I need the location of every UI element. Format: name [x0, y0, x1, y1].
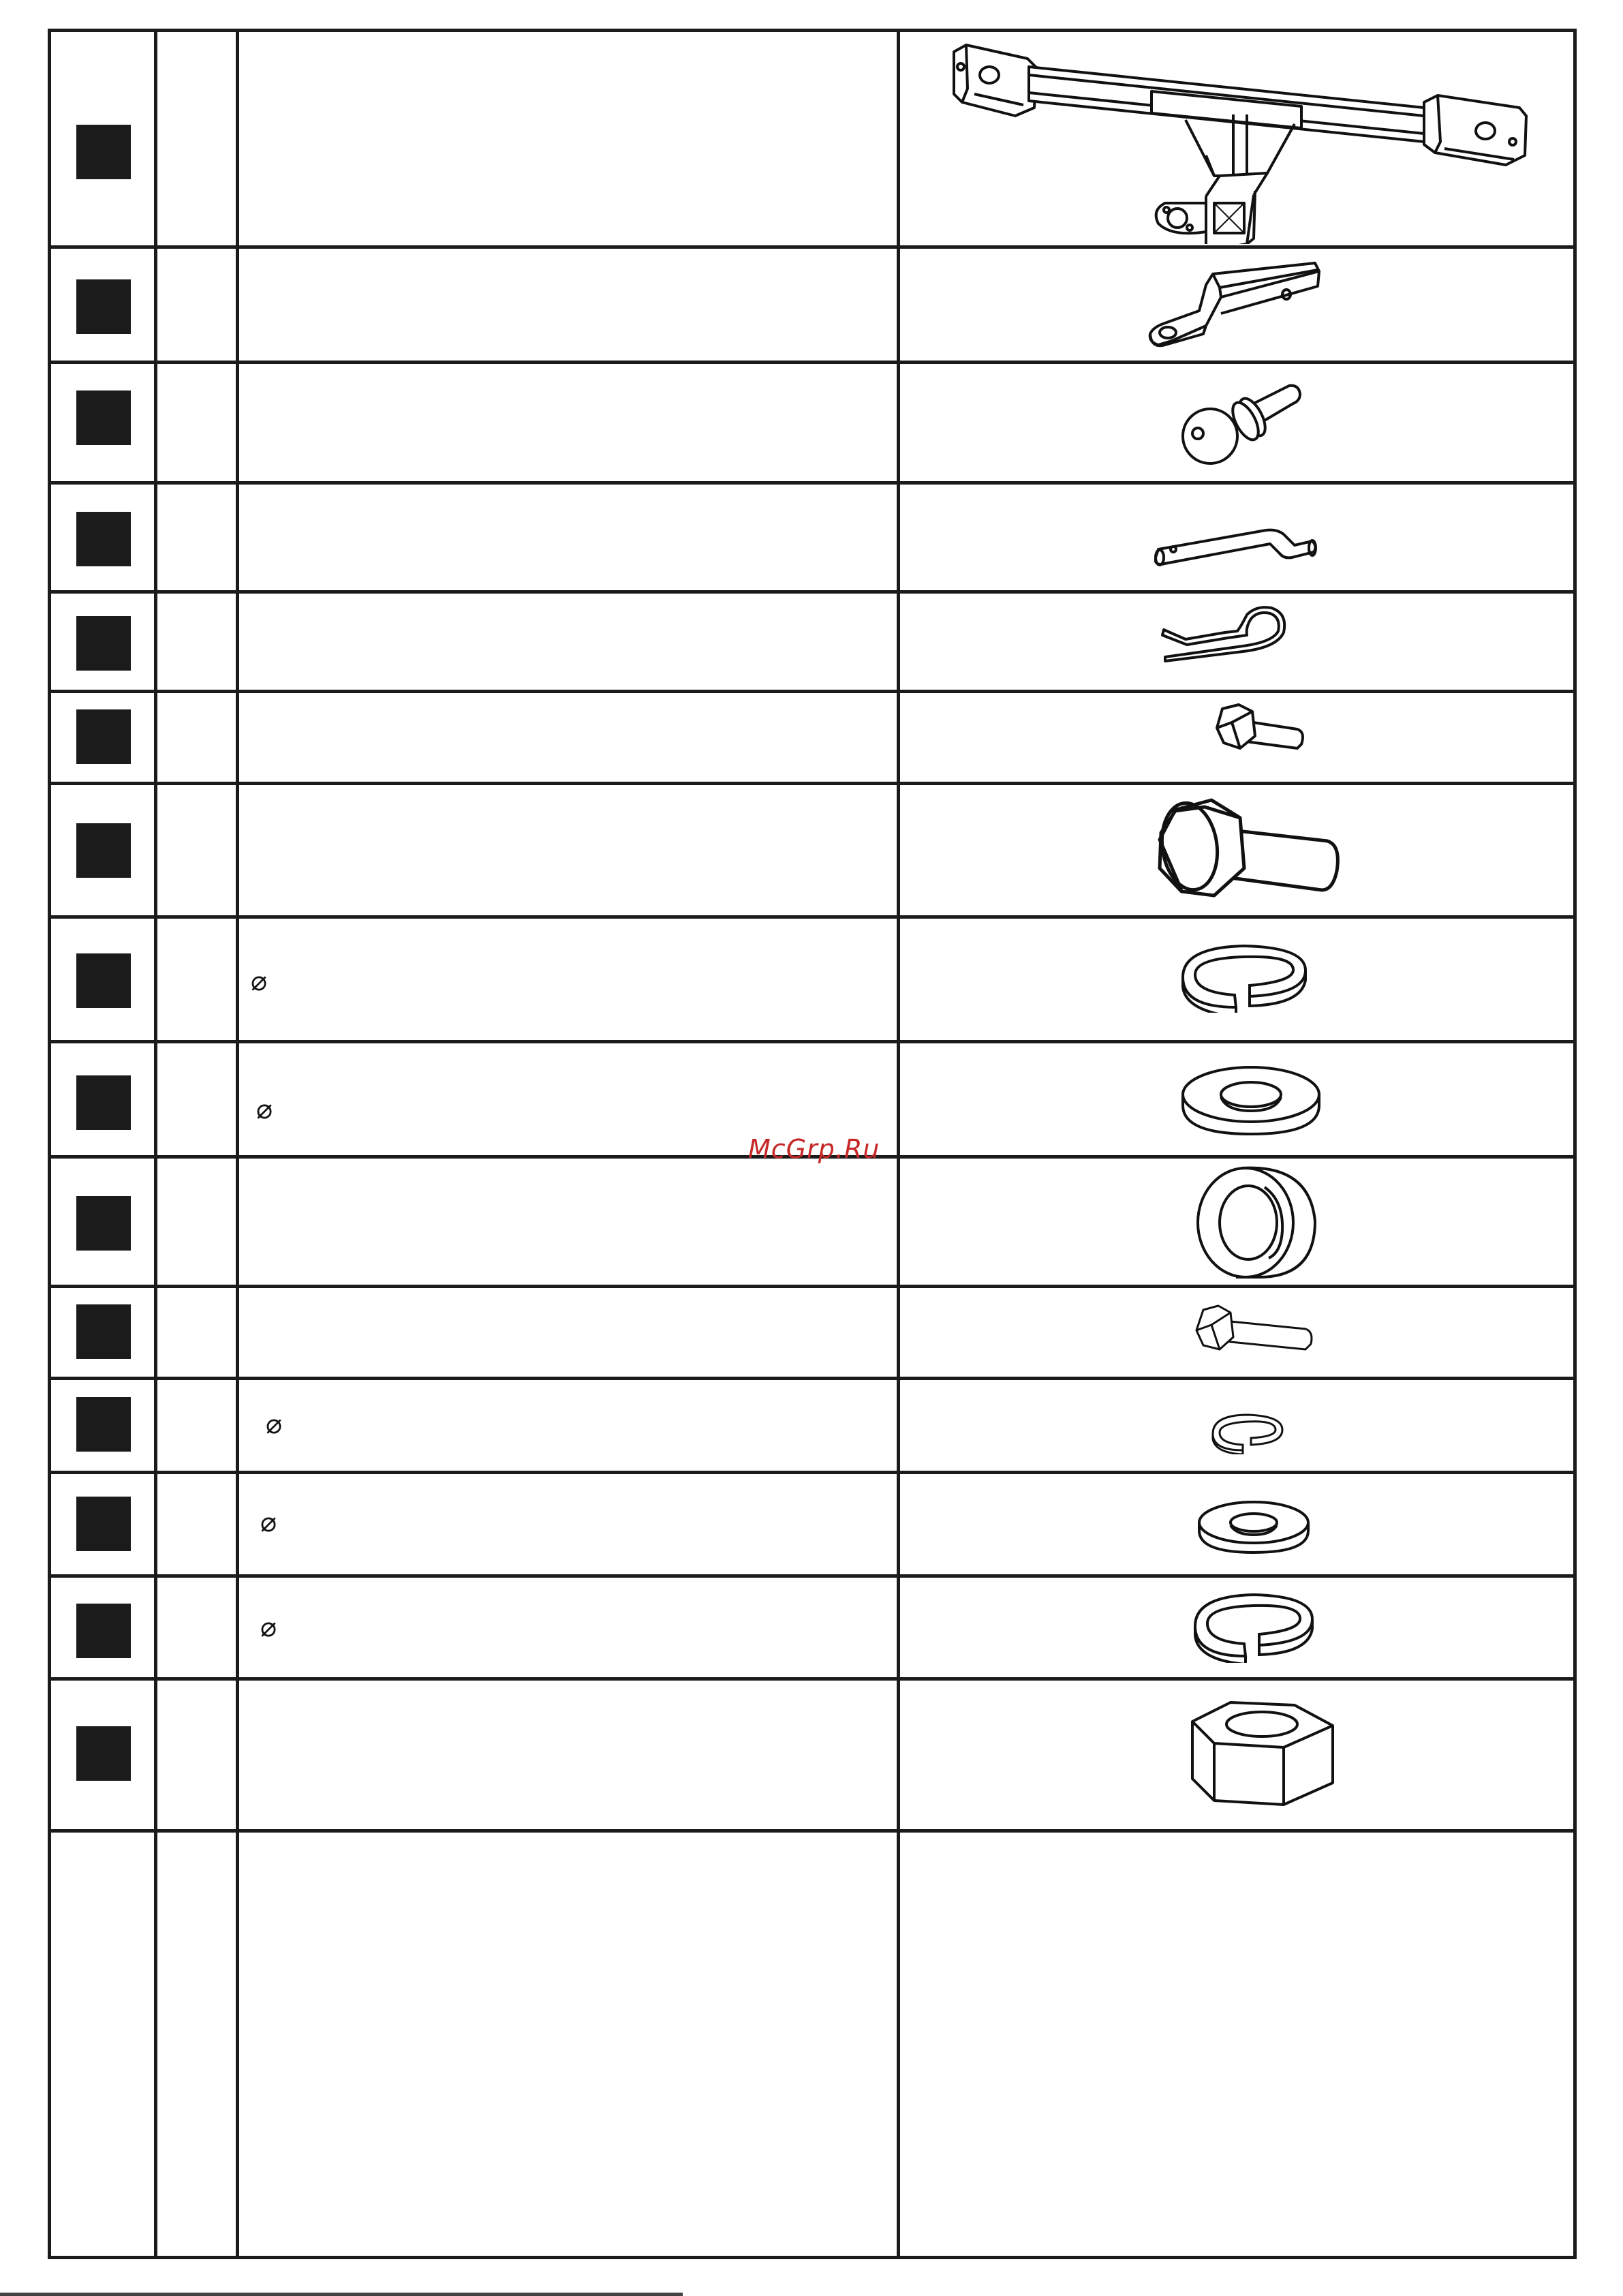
- small-flat-washer-icon: [1196, 1498, 1311, 1555]
- row-divider: [48, 1471, 1577, 1474]
- small-hex-bolt-icon: [1213, 702, 1308, 758]
- large-hex-bolt-icon: [1156, 797, 1344, 902]
- ball-mount-drawbar-icon: [1145, 259, 1322, 354]
- row-marker: [76, 1726, 131, 1781]
- long-hex-bolt-icon: [1194, 1304, 1316, 1359]
- row-marker: [76, 823, 131, 878]
- row-marker: [76, 953, 131, 1008]
- row-divider: [48, 245, 1577, 249]
- row-divider: [48, 1285, 1577, 1288]
- row-divider: [48, 361, 1577, 364]
- row-divider: [48, 782, 1577, 785]
- row-marker: [76, 512, 131, 566]
- footer-divider: [0, 2293, 683, 2296]
- small-spring-washer-icon: [1210, 1409, 1285, 1454]
- hitch-pin-icon: [1154, 526, 1318, 570]
- row-marker: [76, 1604, 131, 1658]
- diameter-symbol: ⌀: [260, 1612, 277, 1643]
- watermark: McGrp.Ru: [748, 1134, 880, 1164]
- row-divider: [48, 481, 1577, 485]
- tow-ball-icon: [1180, 379, 1303, 468]
- tow-bar-crossbeam-icon: [947, 40, 1533, 244]
- diameter-symbol: ⌀: [256, 1094, 273, 1125]
- row-marker: [76, 1196, 131, 1251]
- row-divider: [48, 1677, 1577, 1681]
- spacer-sleeve-icon: [1194, 1164, 1316, 1280]
- hex-nut-icon: [1188, 1698, 1337, 1814]
- row-marker: [76, 1397, 131, 1452]
- row-divider: [48, 1574, 1577, 1578]
- row-divider: [48, 1377, 1577, 1380]
- flat-washer-icon: [1179, 1063, 1323, 1138]
- row-marker: [76, 1497, 131, 1551]
- row-marker: [76, 279, 131, 334]
- spring-washer-icon: [1191, 1587, 1316, 1663]
- row-marker: [76, 616, 131, 671]
- row-divider: [48, 690, 1577, 693]
- row-divider: [48, 1829, 1577, 1833]
- row-divider: [48, 915, 1577, 919]
- row-marker: [76, 1304, 131, 1359]
- row-marker: [76, 709, 131, 764]
- diameter-symbol: ⌀: [266, 1409, 283, 1440]
- row-divider: [48, 590, 1577, 594]
- r-clip-icon: [1161, 605, 1290, 662]
- diameter-symbol: ⌀: [260, 1507, 277, 1538]
- spring-washer-icon: [1179, 936, 1308, 1013]
- row-marker: [76, 125, 131, 179]
- row-marker: [76, 1075, 131, 1130]
- row-marker: [76, 391, 131, 445]
- row-divider: [48, 1040, 1577, 1043]
- diameter-symbol: ⌀: [251, 966, 268, 997]
